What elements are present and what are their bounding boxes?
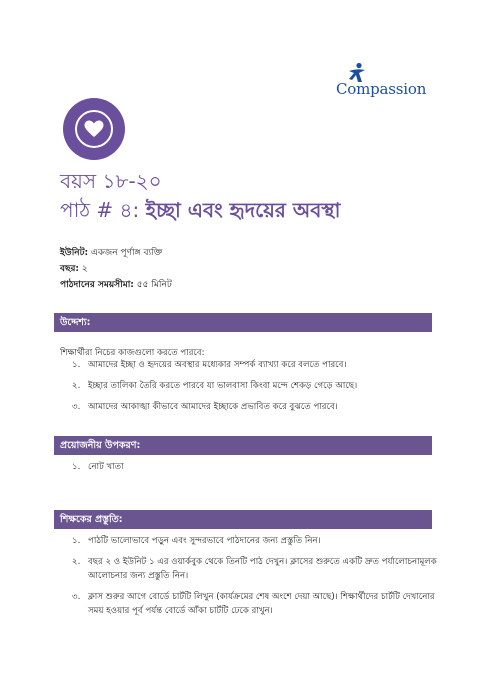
list-item [60,555,438,583]
objectives-intro: শিক্ষার্থীরা নিচের কাজগুলো করতে পারবে: [60,348,205,358]
materials-list [60,460,440,481]
meta-year-value: ২ [81,264,88,274]
item-text: আমাদের ইচ্ছা ও হৃদয়ের অবস্থার মধ্যেকার সম্পর্ক ব্যাখ্যা করে বলতে পারবে। [88,360,347,370]
heart-icon [84,120,104,138]
item-number: ১. [72,360,81,370]
lesson-title [60,196,340,229]
objectives-list [60,358,440,421]
item-text: ক্লাস শুরুর আগে বোর্ডে চার্টটি লিখুন (কার্যক্রমের শেষ অংশে দেয়া আছে)। শিক্ষার্থীদের চার্টটি দেখানোর সময় হওয়ার পূর্ব পর্যন্ত বোর্ডে আঁকা চার্টটি ঢেকে রাখুন। [88,592,435,616]
meta-unit [60,245,172,261]
heart-badge [63,98,125,160]
list-item [60,534,438,548]
item-number: ৩. [72,402,81,412]
meta-unit-value: একজন পূর্ণাঙ্গ ব্যক্তি [91,248,163,258]
preparation-list [60,534,438,625]
item-text: ইচ্ছার তালিকা তৈরি করতে পারবে যা ভালবাসা কিংবা মন্দে শেকড় গেড়ে আছে। [88,381,358,391]
item-text: নোট খাতা [88,462,124,472]
item-number: ৩. [72,592,81,602]
heart-ring [75,110,113,148]
age-range: বয়স ১৮-২০ [60,169,162,193]
meta-time-value: ৫৫ মিনিট [136,280,172,290]
item-text: বছর ২ ও ইউনিট ১ এর ওয়ার্কবুক থেকে তিনটি পাঠ দেখুন। ক্লাসের শুরুতে একটি দ্রুত পর্যালোচনামূলক আলোচনার জন্য প্রস্তুতি নিন। [88,557,437,581]
preparation-heading: শিক্ষকের প্রস্তুতি: [54,510,432,529]
item-number: ২. [72,381,81,391]
meta-time-key: পাঠদানের সময়সীমা: [60,280,134,290]
compassion-logo [336,62,436,100]
objectives-heading: উদ্দেশ্য: [54,313,432,332]
list-item [60,590,438,618]
list-item [60,379,440,393]
brand-name: Compassion [336,80,427,98]
lesson-name: ইচ্ছা এবং হৃদয়ের অবস্থা [145,198,341,222]
meta-year-key: বছর: [60,264,80,274]
item-number: ১. [72,462,81,472]
meta-time [60,277,172,293]
item-text: পাঠটি ভালোভাবে পড়ুন এবং সুন্দরভাবে পাঠদানের জন্য প্রস্তুতি নিন। [88,536,321,546]
lesson-label: পাঠ # ৪: [60,198,140,222]
list-item [60,460,440,474]
meta-unit-key: ইউনিট: [60,248,89,258]
item-number: ১. [72,536,81,546]
meta-year [60,261,172,277]
lesson-meta [60,245,172,293]
list-item [60,358,440,372]
item-number: ২. [72,557,81,567]
list-item [60,400,440,414]
item-text: আমাদের আকাঙ্খা কীভাবে আমাদের ইচ্ছাকে প্রভাবিত করে বুঝতে পারবে। [88,402,338,412]
materials-heading: প্রয়োজনীয় উপকরণ: [54,436,432,455]
